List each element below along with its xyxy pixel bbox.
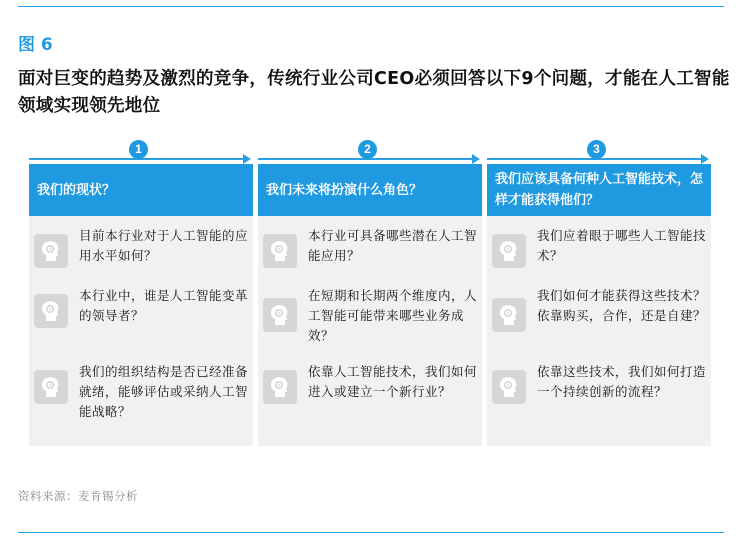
step-number: 3 xyxy=(587,140,606,159)
arrow-right-icon xyxy=(472,154,480,164)
step-number: 2 xyxy=(358,140,377,159)
person-gear-icon xyxy=(263,234,297,268)
bottom-rule xyxy=(18,532,724,533)
item-text: 我们的组织结构是否已经准备就绪，能够评估或采纳人工智能战略？ xyxy=(79,364,249,419)
item-text: 依靠人工智能技术，我们如何进入或建立一个新行业？ xyxy=(308,364,478,399)
person-gear-icon xyxy=(34,370,68,404)
question-header-text: 我们未来将扮演什么角色？ xyxy=(266,182,423,198)
person-gear-icon xyxy=(263,370,297,404)
item-text: 本行业可具备哪些潜在人工智能应用？ xyxy=(308,228,478,263)
question-header-text: 我们的现状？ xyxy=(37,182,116,198)
item-text: 我们应着眼于哪些人工智能技术？ xyxy=(537,228,707,263)
person-gear-icon xyxy=(492,234,526,268)
arrow-right-icon xyxy=(701,154,709,164)
item-text: 在短期和长期两个维度内，人工智能可能带来哪些业务成效？ xyxy=(308,288,478,343)
figure-label: 图 6 xyxy=(18,35,53,55)
question-header-text: 我们应该具备何种人工智能技术，怎样才能获得他们？ xyxy=(495,172,704,208)
question-header xyxy=(487,164,711,216)
person-gear-icon xyxy=(263,298,297,332)
column-3 xyxy=(487,138,711,446)
top-rule xyxy=(18,6,724,7)
item-text: 本行业中，谁是人工智能变革的领导者？ xyxy=(79,288,249,323)
person-gear-icon xyxy=(34,234,68,268)
column-2 xyxy=(258,138,482,446)
question-header xyxy=(29,164,253,216)
headline: 面对巨变的趋势及激烈的竞争，传统行业公司CEO必须回答以下9个问题，才能在人工智能领域实现领先地位 xyxy=(18,69,730,116)
step-number: 1 xyxy=(129,140,148,159)
item-text: 我们如何才能获得这些技术？依靠购买，合作，还是自建？ xyxy=(537,288,707,323)
question-panel xyxy=(487,216,711,446)
item-text: 依靠这些技术，我们如何打造一个持续创新的流程？ xyxy=(537,364,707,399)
source-note: 资料来源：麦肯锡分析 xyxy=(18,489,138,503)
question-panel xyxy=(29,216,253,446)
question-header xyxy=(258,164,482,216)
person-gear-icon xyxy=(492,298,526,332)
person-gear-icon xyxy=(492,370,526,404)
column-1 xyxy=(29,138,253,446)
item-text: 目前本行业对于人工智能的应用水平如何？ xyxy=(79,228,249,263)
person-gear-icon xyxy=(34,294,68,328)
question-panel xyxy=(258,216,482,446)
arrow-right-icon xyxy=(243,154,251,164)
